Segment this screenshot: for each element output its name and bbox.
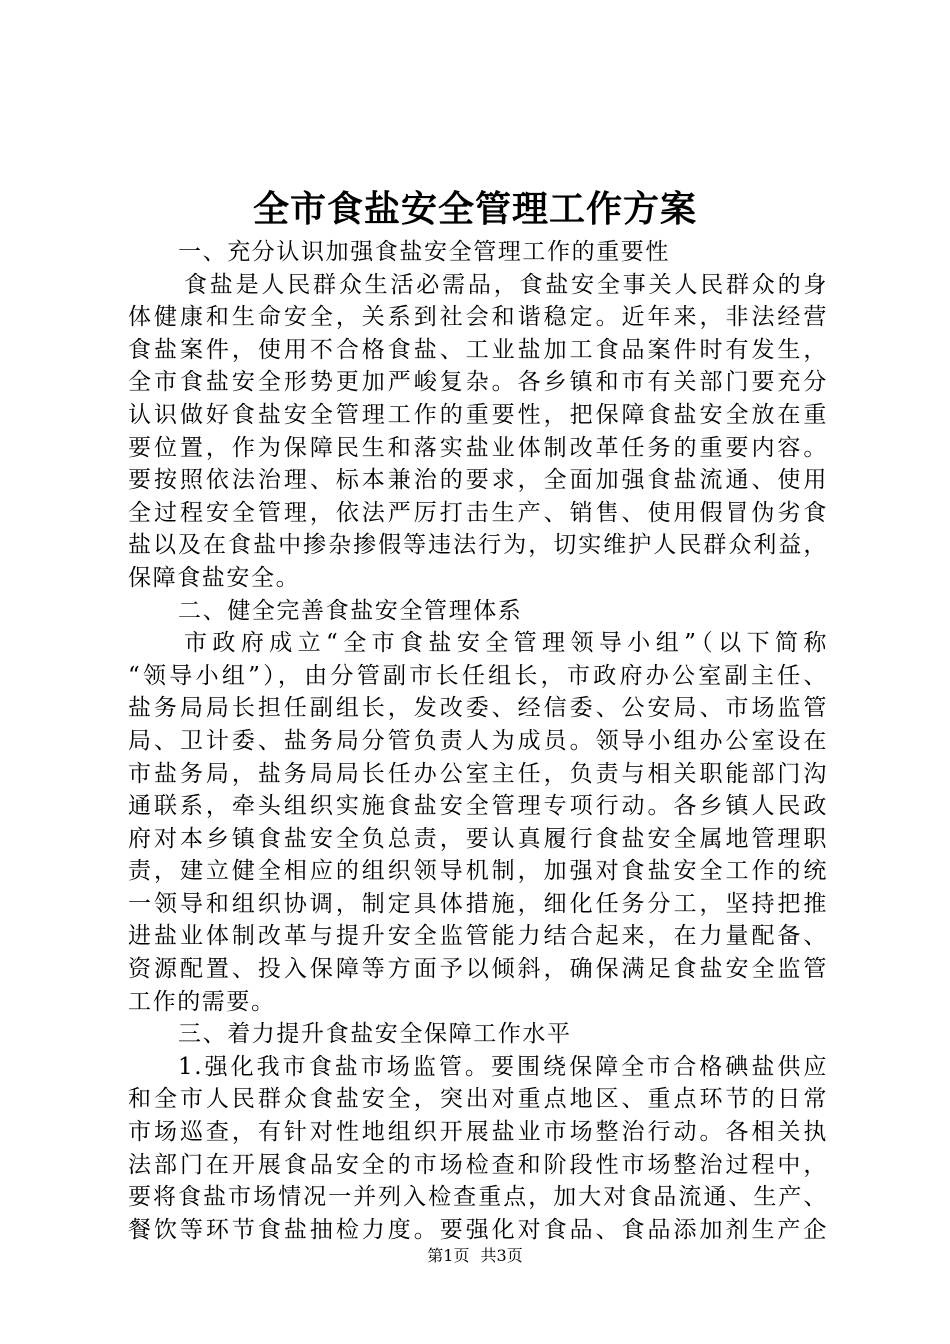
paragraph-line: “领导小组”），由分管副市长任组长，市政府办公室副主任、	[128, 662, 828, 689]
page-number: 第1页	[427, 1246, 470, 1265]
paragraph-line: 要按照依法治理、标本兼治的要求，全面加强食盐流通、使用	[128, 467, 828, 494]
paragraph-line: 法部门在开展食品安全的市场检查和阶段性市场整治过程中，	[128, 1151, 828, 1178]
document-body	[128, 236, 828, 1246]
page-footer	[0, 1246, 950, 1266]
section-heading-3: 三、着力提升食盐安全保障工作水平	[178, 1021, 572, 1048]
paragraph-line: 全市食盐安全形势更加严峻复杂。各乡镇和市有关部门要充分	[128, 369, 828, 396]
paragraph-line: 食盐是人民群众生活必需品，食盐安全事关人民群众的身	[184, 271, 828, 298]
paragraph-line: 资源配置、投入保障等方面予以倾斜，确保满足食盐安全监管	[128, 956, 828, 983]
paragraph-line: 盐务局局长担任副组长，发改委、经信委、公安局、市场监管	[128, 695, 828, 722]
paragraph-line: 市场巡查，有针对性地组织开展盐业市场整治行动。各相关执	[128, 1119, 828, 1146]
page-total: 共3页	[480, 1246, 523, 1265]
paragraph-line: 局、卫计委、盐务局分管负责人为成员。领导小组办公室设在	[128, 727, 828, 754]
section-heading-2: 二、健全完善食盐安全管理体系	[178, 597, 523, 624]
section-heading-1: 一、充分认识加强食盐安全管理工作的重要性	[178, 239, 670, 265]
paragraph-line: 1.强化我市食盐市场监管。要围绕保障全市合格碘盐供应	[178, 1053, 828, 1080]
paragraph-line: 全过程安全管理，依法严厉打击生产、销售、使用假冒伪劣食	[128, 499, 828, 526]
paragraph-line: 和全市人民群众食盐安全，突出对重点地区、重点环节的日常	[128, 1086, 828, 1113]
paragraph-line: 保障食盐安全。	[128, 564, 301, 591]
document-title: 全市食盐安全管理工作方案	[252, 188, 697, 230]
paragraph-line: 市政府成立“全市食盐安全管理领导小组”（以下简称	[184, 630, 828, 657]
paragraph-line: 食盐案件，使用不合格食盐、工业盐加工食品案件时有发生，	[128, 336, 828, 363]
paragraph-line: 盐以及在食盐中掺杂掺假等违法行为，切实维护人民群众利益，	[128, 532, 828, 559]
paragraph-line: 认识做好食盐安全管理工作的重要性，把保障食盐安全放在重	[128, 401, 828, 428]
paragraph-line: 体健康和生命安全，关系到社会和谐稳定。近年来，非法经营	[128, 304, 828, 331]
paragraph-line: 一领导和组织协调，制定具体措施，细化任务分工，坚持把推	[128, 890, 828, 917]
paragraph-line: 进盐业体制改革与提升安全监管能力结合起来，在力量配备、	[128, 923, 828, 950]
paragraph-line: 府对本乡镇食盐安全负总责，要认真履行食盐安全属地管理职	[128, 825, 828, 852]
paragraph-line: 工作的需要。	[128, 988, 276, 1015]
paragraph-line: 要将食盐市场情况一并列入检查重点，加大对食品流通、生产、	[128, 1184, 828, 1211]
paragraph-line: 要位置，作为保障民生和落实盐业体制改革任务的重要内容。	[128, 434, 828, 461]
paragraph-line: 市盐务局，盐务局局长任办公室主任，负责与相关职能部门沟	[128, 760, 828, 787]
paragraph-line: 通联系，牵头组织实施食盐安全管理专项行动。各乡镇人民政	[128, 793, 828, 820]
paragraph-line: 餐饮等环节食盐抽检力度。要强化对食品、食品添加剂生产企	[128, 1216, 828, 1243]
paragraph-line: 责，建立健全相应的组织领导机制，加强对食盐安全工作的统	[128, 858, 828, 885]
